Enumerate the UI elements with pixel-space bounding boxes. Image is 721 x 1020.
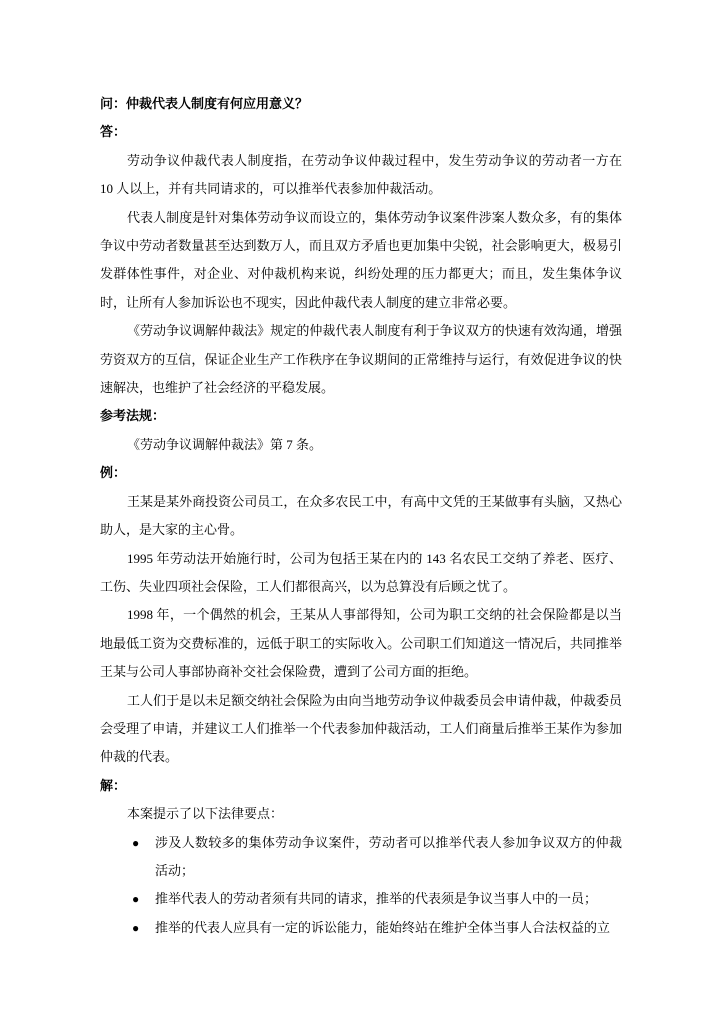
list-item [132, 914, 622, 942]
bullet-text: 推举代表人的劳动者须有共同的请求，推举的代表须是争议当事人中的一员； [155, 891, 598, 907]
reference-paragraph: 《劳动争议调解仲裁法》第 7 条。 [127, 436, 323, 452]
answer-paragraph: 《劳动争议调解仲裁法》规定的仲裁代表人制度有利于争议双方的快速有效沟通，增强劳资双方的互信，保证企业生产工作秩序在争议期间的正常维持与运行，有效促进争议的快速解决，也维护了社会经济的平稳发展。 [100, 323, 622, 396]
bullet-icon: ● [132, 920, 140, 935]
example-label: 例： [100, 465, 127, 481]
example-paragraph: 1995 年劳动法开始施行时，公司为包括王某在内的 143 名农民工交纳了养老、医疗、工伤、失业四项社会保险，工人们都很高兴，以为总算没有后顾之忧了。 [100, 550, 622, 594]
answer-label: 答： [100, 124, 127, 140]
list-item [132, 885, 622, 913]
document-content [100, 90, 622, 942]
example-paragraph: 工人们于是以未足额交纳社会保险为由向当地劳动争议仲裁委员会申请仲裁，仲裁委员会受理了申请，并建议工人们推举一个代表参加仲裁活动，工人们商量后推举王某作为参加仲裁的代表。 [100, 692, 622, 765]
analysis-label: 解： [100, 777, 127, 793]
bullet-text: 涉及人数较多的集体劳动争议案件，劳动者可以推举代表人参加争议双方的仲裁活动； [155, 834, 622, 878]
bullet-text: 推举的代表人应具有一定的诉讼能力，能始终站在维护全体当事人合法权益的立 [155, 919, 611, 935]
reference-label: 参考法规： [100, 408, 166, 424]
list-item [132, 829, 622, 886]
bullet-icon: ● [132, 835, 140, 850]
example-paragraph: 王某是某外商投资公司员工，在众多农民工中，有高中文凭的王某做事有头脑，又热心助人，是大家的主心骨。 [100, 493, 622, 538]
bullet-icon: ● [132, 892, 140, 907]
answer-paragraph: 劳动争议仲裁代表人制度指，在劳动争议仲裁过程中，发生劳动争议的劳动者一方在 10 人以上，并有共同请求的，可以推举代表参加仲裁活动。 [100, 152, 622, 197]
example-paragraph: 1998 年，一个偶然的机会，王某从人事部得知，公司为职工交纳的社会保险都是以当地最低工资为交费标准的，远低于职工的实际收入。公司职工们知道这一情况后，共同推举王某与公司人事部协商补交社会保险费，遭到了公司方面的拒绝。 [100, 607, 622, 680]
question-text: 仲裁代表人制度有何应用意义？ [126, 96, 309, 111]
question-line [100, 90, 622, 118]
question-label: 问： [100, 96, 127, 111]
answer-paragraph: 代表人制度是针对集体劳动争议而设立的，集体劳动争议案件涉案人数众多，有的集体争议中劳动者数量甚至达到数万人，而且双方矛盾也更加集中尖锐，社会影响更大，极易引发群体性事件，对企业、对仲裁机构来说，纠纷处理的压力都更大；而且，发生集体争议时，让所有人参加诉讼也不现实，因此仲裁代表人制度的建立非常必要。 [100, 209, 622, 310]
analysis-intro: 本案提示了以下法律要点： [127, 806, 284, 822]
